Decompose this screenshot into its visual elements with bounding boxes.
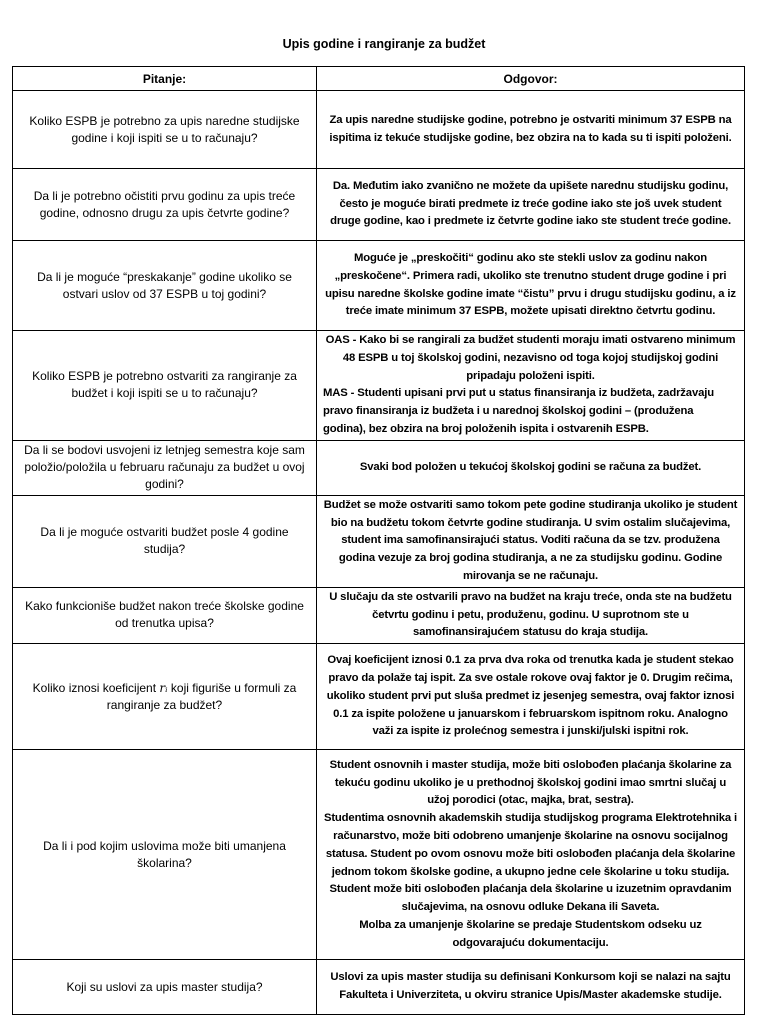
question-cell: Koliko ESPB je potrebno ostvariti za rangiranje za budžet i koji ispiti se u to računaju? — [13, 331, 317, 441]
answer-cell — [317, 91, 745, 169]
answer-cell — [317, 169, 745, 241]
answer-paragraph: Molba za umanjenje školarine se predaje Studentskom odseku uz odgovarajuću dokumentaciju. — [359, 918, 702, 949]
answer-paragraph: Student osnovnih i master studija, može biti oslobođen plaćanja školarine za tekuću godinu ukoliko je u prethodnoj školskoj godini imao smrtni slučaj u užoj porodici (otac, majka, brat, sestra). — [329, 758, 732, 807]
answer-cell — [317, 331, 745, 441]
qa-table — [12, 66, 745, 1015]
table-header-row — [13, 67, 745, 91]
answer-cell — [317, 241, 745, 331]
answer-cell — [317, 750, 745, 960]
answer-cell — [317, 495, 745, 587]
answer-paragraph: Ovaj koeficijent iznosi 0.1 za prva dva roka od trenutka kada je student stekao pravo da polaže taj ispit. Za sve ostale rokove ovaj faktor je 0. Drugim rečima, ukoliko student prvi put sluša predmet iz jesenjeg semestra, ovaj faktor iznosi 0.1 za ispite položene u januarskom i februarskom ispitnom roku. Analogno važi za ispite iz prolećnog semestra i junski/julski ispitni rok. — [326, 654, 735, 738]
question-cell — [13, 644, 317, 750]
answer-cell — [317, 587, 745, 643]
answer-paragraph: Uslovi za upis master studija su definisani Konkursom koji se nalazi na sajtu Fakulteta i Univerziteta, u okviru stranice Upis/Master akademske studije. — [330, 971, 731, 1002]
answer-paragraph: Studentima osnovnih akademskih studija studijskog programa Elektrotehnika i računarstvo, može biti odobreno umanjenje školarine na osnovu socijalnog statusa. Student po ovom osnovu može biti oslobođen plaćanja dela školarine jednom tokom školske godine, a ukupno jedne cele školarine u toku studija. — [323, 812, 738, 878]
answer-paragraph: OAS - Kako bi se rangirali za budžet studenti moraju imati ostvareno minimum 48 ESPB u toj školskoj godini, nezavisno od toga kojoj studijskoj godini pripadaju položeni ispiti. — [325, 334, 736, 382]
answer-paragraph: MAS - Studenti upisani prvi put u status finansiranja iz budžeta, zadržavaju pravo finansiranja iz budžeta i u narednoj školskoj godini – (produžena godina), bez obzira na broj položenih ispita i ostvarenih ESPB. — [323, 387, 714, 435]
question-cell: Da li i pod kojim uslovima može biti umanjena školarina? — [13, 750, 317, 960]
question-cell: Kako funkcioniše budžet nakon treće školske godine od trenutka upisa? — [13, 587, 317, 643]
question-text-after: koji figuriše u formuli za rangiranje za budžet? — [106, 680, 297, 712]
answer-paragraph: Svaki bod položen u tekućoj školskoj godini se računa za budžet. — [359, 460, 702, 473]
question-cell: Da li je moguće ostvariti budžet posle 4 godine studija? — [13, 495, 317, 587]
answer-cell — [317, 960, 745, 1015]
table-row — [13, 91, 745, 169]
table-row — [13, 440, 745, 495]
column-header-answer: Odgovor: — [317, 67, 745, 91]
question-text-before: Koliko iznosi koeficijent — [32, 680, 157, 695]
answer-cell — [317, 440, 745, 495]
column-header-question: Pitanje: — [13, 67, 317, 91]
answer-paragraph: Student može biti oslobođen plaćanja dela školarine u izuzetnim opravdanim slučajevima, na osnovu odluke Dekana ili Saveta. — [329, 883, 732, 914]
table-row — [13, 750, 745, 960]
table-row — [13, 169, 745, 241]
answer-paragraph: Da. Međutim iako zvanično ne možete da upišete narednu studijsku godinu, često je moguće birati predmete iz treće godine iako ste još uvek student druge godine, kao i predmete iz četvrte godine iako ste student treće godine. — [330, 179, 731, 228]
coefficient-symbol: rᵢ — [159, 680, 168, 695]
answer-paragraph: Moguće je „preskočiti“ godinu ako ste stekli uslov za godinu nakon „preskočene“. Primera radi, ukoliko ste trenutno student druge godine i pri upisu naredne školske godine imate “čistu” prvu i drugu studijsku godinu, a iz treće imate minimum 37 ESPB, možete upisati direktno četvrtu godinu. — [325, 251, 736, 318]
question-cell: Da li je moguće “preskakanje” godine ukoliko se ostvari uslov od 37 ESPB u toj godini? — [13, 241, 317, 331]
table-row — [13, 644, 745, 750]
table-row — [13, 960, 745, 1015]
question-cell: Koliko ESPB je potrebno za upis naredne studijske godine i koji ispiti se u to računaju? — [13, 91, 317, 169]
answer-paragraph: U slučaju da ste ostvarili pravo na budžet na kraju treće, onda ste na budžetu četvrtu godinu i petu, produženu, godinu. U suprotnom ste u samofinansirajućem statusu do kraja studija. — [329, 590, 732, 639]
question-cell: Koji su uslovi za upis master studija? — [13, 960, 317, 1015]
table-row — [13, 587, 745, 643]
question-cell: Da li se bodovi usvojeni iz letnjeg semestra koje sam položio/položila u februaru računaju za budžet u ovoj godini? — [13, 440, 317, 495]
page-title: Upis godine i rangiranje za budžet — [282, 37, 486, 51]
table-row — [13, 331, 745, 441]
table-row — [13, 241, 745, 331]
answer-paragraph: Budžet se može ostvariti samo tokom pete godine studiranja ukoliko je student bio na budžetu tokom četvrte godine studiranja. U svim ostalim slučajevima, student ima samofinansirajući status. Voditi računa da se tzv. produžena godina vezuje za broj godina studiranja, a ne za studijsku godinu. Godine mirovanja se ne računaju. — [323, 498, 738, 582]
answer-paragraph: Za upis naredne studijske godine, potrebno je ostvariti minimum 37 ESPB na ispitima iz tekuće studijske godine, bez obzira na to kada su ti ispiti položeni. — [329, 113, 732, 144]
answer-cell — [317, 644, 745, 750]
question-cell: Da li je potrebno očistiti prvu godinu za upis treće godine, odnosno drugu za upis četvrte godine? — [13, 169, 317, 241]
table-row — [13, 495, 745, 587]
